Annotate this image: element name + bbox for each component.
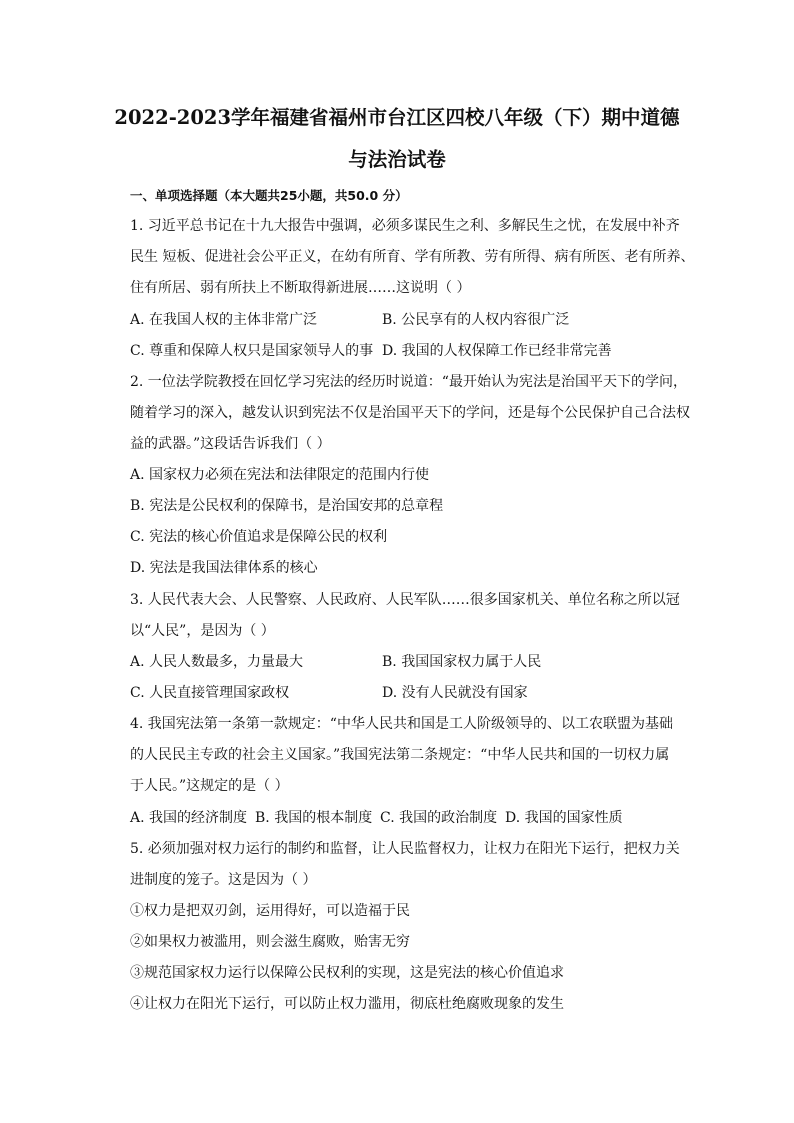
question-1-text-line-2: 民生 短板、促进社会公平正义，在幼有所育、学有所教、劳有所得、病有所医、老有所养、 bbox=[130, 249, 695, 265]
question-1-option-b: B. 公民享有的人权内容很广泛 bbox=[382, 312, 570, 328]
section-heading: 一、单项选择题（本大题共25小题，共50.0 分） bbox=[130, 188, 408, 203]
question-5-statement-1: ①权力是把双刃剑，运用得好，可以造福于民 bbox=[130, 903, 410, 919]
question-4-text-line-1: 4. 我国宪法第一条第一款规定：“中华人民共和国是工人阶级领导的、以工农联盟为基础 bbox=[130, 716, 673, 732]
question-3-text-line-1: 3. 人民代表大会、人民警察、人民政府、人民军队……很多国家机关、单位名称之所以冠 bbox=[130, 592, 680, 608]
question-2-option-b: B. 宪法是公民权利的保障书，是治国安邦的总章程 bbox=[130, 498, 444, 514]
question-5-text-line-2: 进制度的笼子。这是因为（ ） bbox=[130, 872, 317, 888]
question-4-option-d: D. 我国的国家性质 bbox=[505, 810, 623, 826]
question-1-text-line-1: 1. 习近平总书记在十九大报告中强调，必须多谋民生之利、多解民生之忧，在发展中补齐 bbox=[130, 218, 680, 234]
question-4-option-b: B. 我国的根本制度 bbox=[255, 810, 373, 826]
question-5-text-line-1: 5. 必须加强对权力运行的制约和监督，让人民监督权力，让权力在阳光下运行，把权力关 bbox=[130, 841, 680, 857]
question-1-option-c: C. 尊重和保障人权只是国家领导人的事 bbox=[130, 343, 374, 359]
question-2-text-line-1: 2. 一位法学院教授在回忆学习宪法的经历时说道：“最开始认为宪法是治国平天下的学问， bbox=[130, 374, 687, 390]
question-5-statement-3: ③规范国家权力运行以保障公民权利的实现，这是宪法的核心价值追求 bbox=[130, 965, 564, 981]
exam-title-line-1: 2022-2023学年福建省福州市台江区四校八年级（下）期中道德 bbox=[114, 106, 680, 129]
question-4-option-a: A. 我国的经济制度 bbox=[130, 810, 248, 826]
question-1-text-line-3: 住有所居、弱有所扶上不断取得新进展……这说明（ ） bbox=[130, 280, 471, 296]
question-2-text-line-2: 随着学习的深入，越发认识到宪法不仅是治国平天下的学问，还是每个公民保护自己合法权 bbox=[130, 405, 690, 421]
question-3-option-d: D. 没有人民就没有国家 bbox=[382, 685, 528, 701]
question-1-option-d: D. 我国的人权保障工作已经非常完善 bbox=[382, 343, 612, 359]
question-2-option-d: D. 宪法是我国法律体系的核心 bbox=[130, 560, 318, 576]
question-2-option-c: C. 宪法的核心价值追求是保障公民的权利 bbox=[130, 529, 388, 545]
question-3-text-line-2: 以“人民”，是因为（ ） bbox=[130, 623, 275, 639]
question-3-option-c: C. 人民直接管理国家政权 bbox=[130, 685, 290, 701]
question-2-text-line-3: 益的武器。”这段话告诉我们（ ） bbox=[130, 436, 331, 452]
question-2-option-a: A. 国家权力必须在宪法和法律限定的范围内行使 bbox=[130, 467, 430, 483]
question-1-option-a: A. 在我国人权的主体非常广泛 bbox=[130, 312, 318, 328]
question-5-statement-4: ④让权力在阳光下运行，可以防止权力滥用，彻底杜绝腐败现象的发生 bbox=[130, 996, 564, 1012]
question-5-statement-2: ②如果权力被滥用，则会滋生腐败，贻害无穷 bbox=[130, 934, 410, 950]
question-4-option-c: C. 我国的政治制度 bbox=[380, 810, 498, 826]
question-4-text-line-3: 于人民。”这规定的是（ ） bbox=[130, 778, 289, 794]
question-3-option-b: B. 我国国家权力属于人民 bbox=[382, 654, 542, 670]
exam-title-line-2: 与法治试卷 bbox=[348, 148, 446, 171]
question-3-option-a: A. 人民人数最多，力量最大 bbox=[130, 654, 304, 670]
question-4-text-line-2: 的人民民主专政的社会主义国家。”我国宪法第二条规定：“中华人民共和国的一切权力属 bbox=[130, 747, 670, 763]
